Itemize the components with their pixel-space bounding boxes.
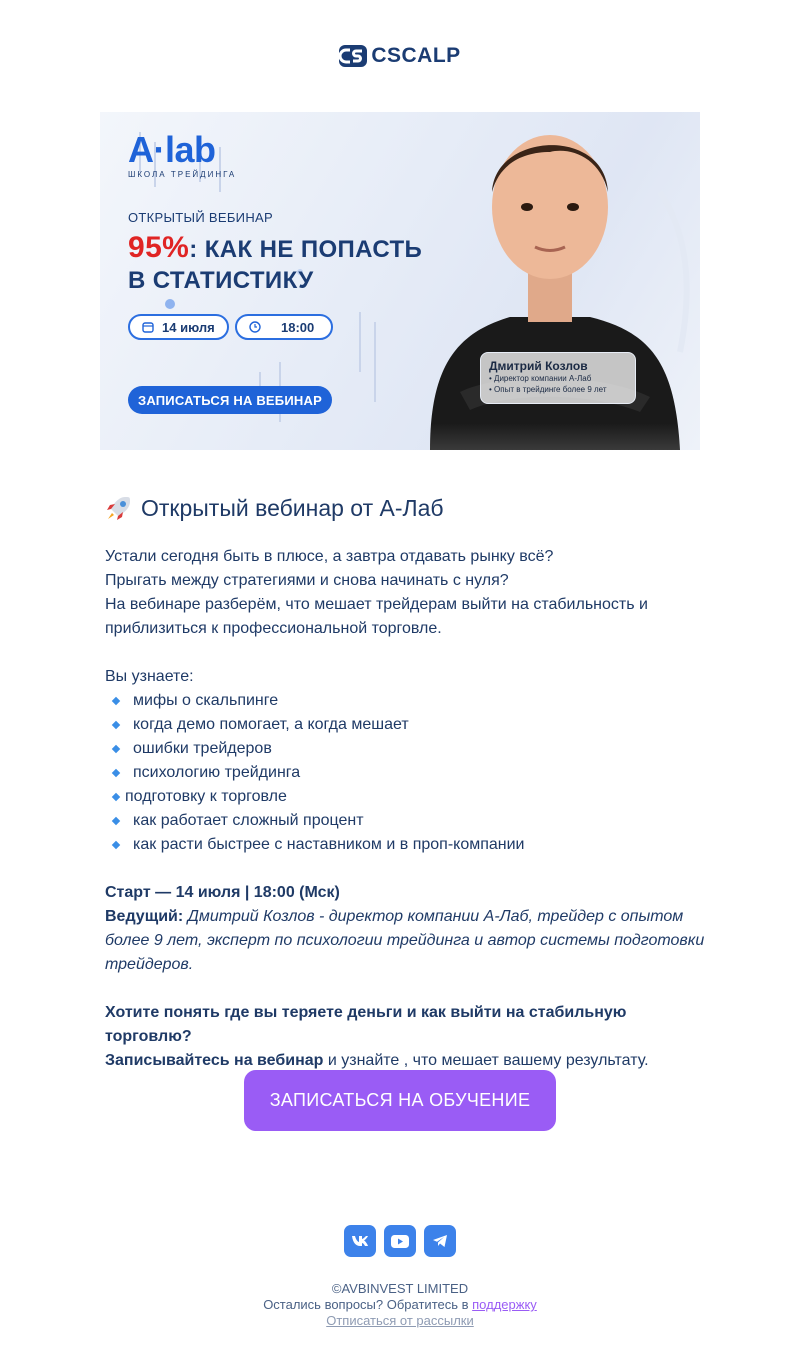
list-item: когда демо помогает, а когда мешает [105, 713, 705, 737]
speaker-card [480, 352, 636, 404]
banner-cta-button[interactable]: ЗАПИСАТЬСЯ НА ВЕБИНАР [128, 386, 332, 414]
time-pill [235, 314, 333, 340]
list-item: подготовку к торговле [105, 785, 705, 809]
host-text: Дмитрий Козлов - директор компании А-Лаб, трейдер с опытом [187, 908, 684, 925]
list-item: психологию трейдинга [105, 761, 705, 785]
alab-subtitle: ШКОЛА ТРЕЙДИНГА [128, 170, 237, 179]
list-item: ошибки трейдеров [105, 737, 705, 761]
logo-text: CSCALP [371, 44, 461, 67]
email-body [105, 490, 705, 1073]
rocket-icon [105, 494, 133, 522]
telegram-icon [432, 1234, 448, 1248]
banner-title-line2: В СТАТИСТИКУ [128, 267, 314, 294]
signup-bold: Записывайтесь на вебинар [105, 1052, 324, 1069]
intro-line: На вебинаре разберём, что мешает трейдерам выйти на стабильность и [105, 596, 648, 613]
youtube-icon [391, 1235, 409, 1248]
diamond-icon [112, 697, 120, 705]
unsubscribe-link[interactable]: Отписаться от рассылки [326, 1313, 474, 1328]
date-pill [128, 314, 229, 340]
vk-link[interactable] [344, 1225, 376, 1257]
vk-icon [351, 1235, 369, 1247]
alab-logo [128, 129, 237, 179]
copyright: ©AVBINVEST LIMITED [331, 1281, 469, 1296]
diamond-icon [112, 769, 120, 777]
banner-title-highlight: 95% [128, 231, 190, 264]
diamond-icon [112, 793, 120, 801]
host-label: Ведущий: [105, 908, 184, 925]
host-text-2: более 9 лет, эксперт по психологии трейдинга и автор системы подготовки [105, 932, 705, 949]
host-paragraph [105, 905, 705, 977]
speaker-line-2: • Опыт в трейдинге более 9 лет [489, 385, 607, 394]
footer [0, 1281, 800, 1329]
support-link[interactable]: поддержку [472, 1297, 537, 1312]
banner-title [128, 232, 422, 296]
diamond-icon [112, 841, 120, 849]
learn-label: Вы узнаете: [105, 668, 194, 685]
webinar-banner[interactable] [100, 112, 700, 450]
calendar-icon [142, 321, 154, 333]
banner-kicker: ОТКРЫТЫЙ ВЕБИНАР [128, 210, 273, 225]
date-pill-text: 14 июля [162, 319, 215, 335]
intro-paragraph [105, 545, 705, 641]
questions-line: Остались вопросы? Обратитесь в поддержку [263, 1297, 537, 1312]
telegram-link[interactable] [424, 1225, 456, 1257]
diamond-icon [112, 721, 120, 729]
intro-line: Устали сегодня быть в плюсе, а завтра отдавать рынку всё? [105, 548, 554, 565]
host-text-3: трейдеров. [105, 956, 194, 973]
signup-button[interactable]: ЗАПИСАТЬСЯ НА ОБУЧЕНИЕ [244, 1070, 556, 1131]
main-heading [105, 490, 705, 526]
banner-title-line1: : КАК НЕ ПОПАСТЬ [189, 236, 423, 263]
list-item: как работает сложный процент [105, 809, 705, 833]
youtube-link[interactable] [384, 1225, 416, 1257]
social-links [0, 1225, 800, 1257]
intro-line: приблизиться к профессиональной торговле. [105, 620, 442, 637]
list-item: мифы о скальпинге [105, 689, 705, 713]
diamond-icon [112, 817, 120, 825]
time-pill-text: 18:00 [281, 319, 315, 335]
learn-list [105, 689, 705, 857]
speaker-line-1: • Директор компании А-Лаб [489, 374, 592, 383]
diamond-icon [112, 745, 120, 753]
signup-rest: и узнайте , что мешает вашему результату. [323, 1052, 649, 1069]
cscalp-logo-icon [339, 45, 367, 67]
intro-line: Прыгать между стратегиями и снова начинать с нуля? [105, 572, 509, 589]
clock-icon [249, 321, 261, 333]
speaker-name: Дмитрий Козлов [489, 359, 588, 373]
heading-text: Открытый вебинар от А-Лаб [141, 494, 444, 521]
alab-logo-text: A·lab [128, 129, 216, 170]
question-line: Хотите понять где вы теряете деньги и как выйти на стабильную торговлю? [105, 1004, 627, 1045]
start-line: Старт — 14 июля | 18:00 (Мск) [105, 884, 340, 901]
cscalp-logo[interactable] [0, 44, 800, 68]
list-item: как расти быстрее с наставником и в проп-компании [105, 833, 705, 857]
